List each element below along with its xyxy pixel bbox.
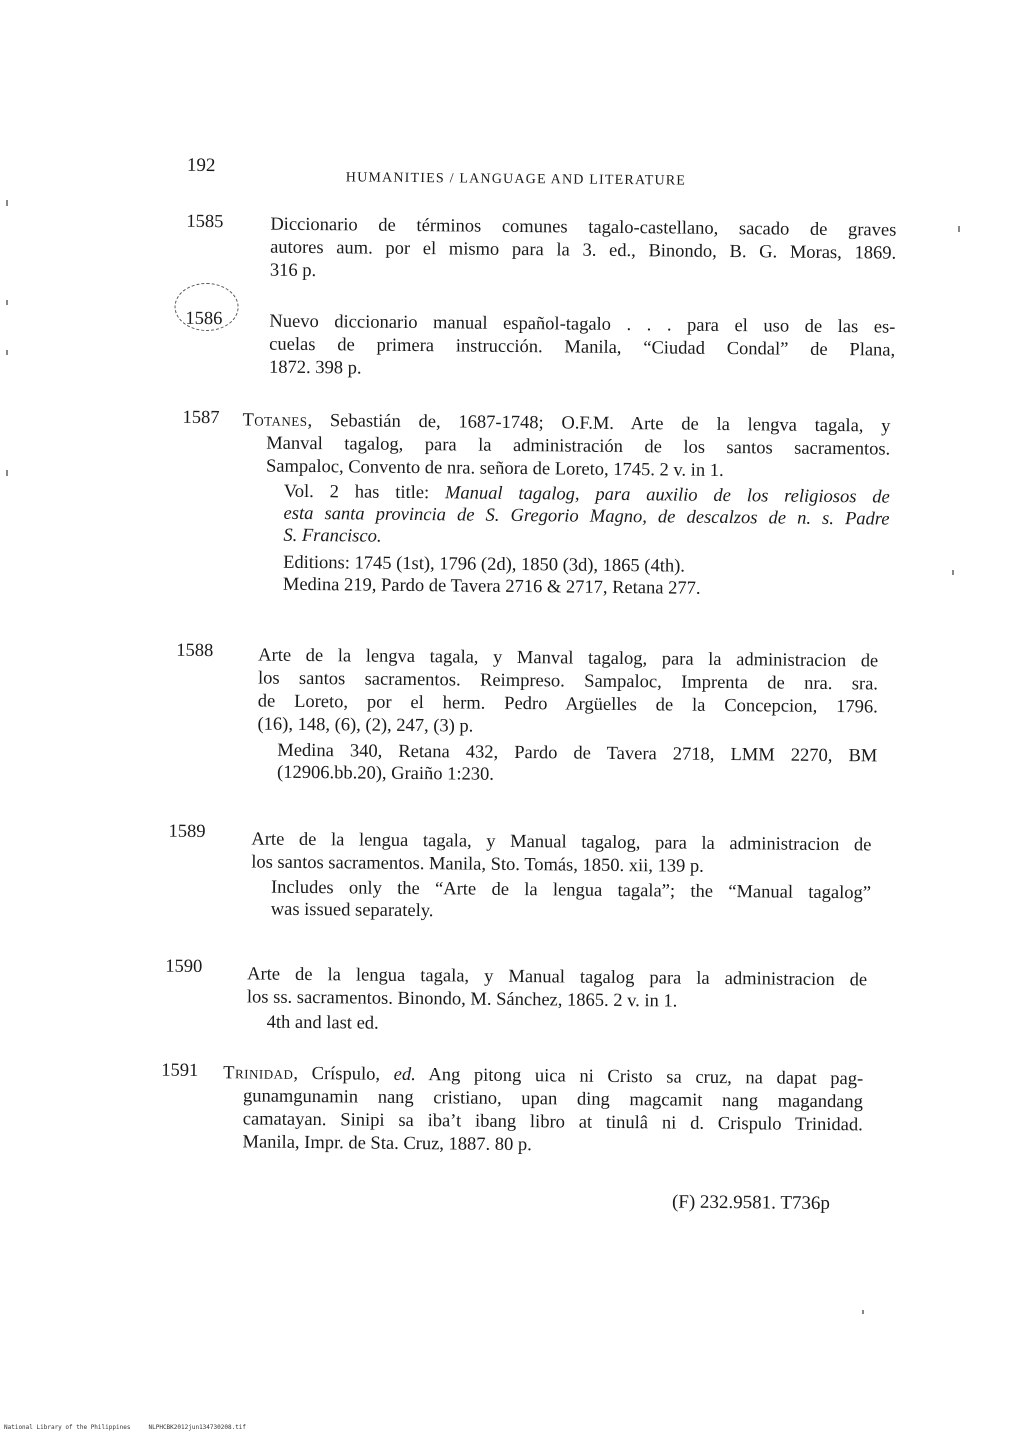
- note-line: 4th and last ed.: [266, 1012, 379, 1034]
- editor-mark: ed.: [393, 1064, 416, 1086]
- note-line: Includes only the “Arte de la lengua tagala”; the “Manual tagalog”: [270, 877, 872, 904]
- entry-line: de Loreto, por el herm. Pedro Argüelles de la Concepcion, 1796.: [257, 691, 878, 718]
- note-title: esta santa provincia de S. Gregorio Magno, de descalzos de n. s. Padre: [283, 503, 890, 530]
- entry-number: 1585: [186, 211, 224, 233]
- entry-line: Ang pitong uica ni Cristo sa cruz, na dapat pag-: [415, 1065, 864, 1090]
- entry-number: 1586: [185, 308, 223, 330]
- note-line: Medina 219, Pardo de Tavera 2716 & 2717, Retana 277.: [282, 574, 701, 599]
- entry-number: 1590: [165, 956, 203, 977]
- note-line: was issued separately.: [270, 899, 434, 922]
- entry-line: Diccionario de términos comunes tagalo-castellano, sacado de graves: [270, 214, 897, 241]
- entry-line: Sampaloc, Convento de nra. señora de Loreto, 1745. 2 v. in 1.: [265, 456, 724, 481]
- entry-line: Nuevo diccionario manual español-tagalo . . . para el uso de las es-: [269, 311, 896, 338]
- entry-line: Arte de la lengua tagala, y Manual tagalog para la administracion de: [247, 964, 868, 991]
- entry-1586: [185, 308, 906, 379]
- entry-1587: [182, 407, 903, 599]
- note-title: Manual tagalog, para auxilio de los religiosos de: [444, 483, 890, 508]
- author-name: Totanes: [242, 410, 308, 431]
- entry-line: , Críspulo,: [293, 1063, 394, 1085]
- entry-line: (16), 148, (6), (2), 247, (3) p.: [257, 714, 474, 737]
- page-number: 192: [186, 154, 216, 177]
- author-name: Trinidad: [223, 1063, 294, 1084]
- entry-line: , Sebastián de, 1687-1748; O.F.M. Arte de la lengva tagala, y: [307, 410, 891, 437]
- scan-mark: [6, 200, 8, 206]
- entry-number: 1589: [168, 821, 206, 843]
- entry-number: 1588: [176, 640, 214, 662]
- note-title: S. Francisco.: [283, 525, 382, 547]
- note-line: Medina 340, Retana 432, Pardo de Tavera 2718, LMM 2270, BM: [277, 740, 878, 767]
- entry-line: cuelas de primera instrucción. Manila, “Ciudad Condal” de Plana,: [269, 334, 896, 361]
- entry-1591: [161, 1060, 881, 1156]
- entry-line: los ss. sacramentos. Binondo, M. Sánchez, 1865. 2 v. in 1.: [246, 987, 678, 1012]
- entry-line: 1872. 398 p.: [268, 357, 362, 379]
- entry-line: los santos sacramentos. Manila, Sto. Tomás, 1850. xii, 139 p.: [251, 852, 704, 877]
- entry-line: Arte de la lengva tagala, y Manval tagalog, para la administracion de: [258, 645, 879, 672]
- entry-line: autores aum. por el mismo para la 3. ed., Binondo, B. G. Moras, 1869.: [270, 237, 897, 264]
- note-line: Editions: 1745 (1st), 1796 (2d), 1850 (3d), 1865 (4th).: [283, 552, 686, 577]
- entry-1589: [168, 821, 889, 922]
- entry-number: 1587: [182, 407, 220, 429]
- entry-1590: [165, 956, 885, 1034]
- scan-mark: [952, 570, 954, 575]
- scan-mark: [6, 300, 8, 305]
- scan-footer: National Library of the Philippines NLPHCBK2012jun134730208.tif: [4, 1424, 247, 1431]
- entry-number: 1591: [161, 1060, 199, 1081]
- entry-line: Arte de la lengua tagala, y Manual tagalog, para la administracion de: [251, 829, 872, 856]
- entry-line: Manila, Impr. de Sta. Cruz, 1887. 80 p.: [242, 1132, 532, 1156]
- scan-mark: [6, 350, 8, 355]
- call-number: (F) 232.9581. T736p: [671, 1191, 831, 1215]
- entry-line: gunamgunamin nang cristiano, upan ding magcamit nang magandang: [242, 1086, 864, 1113]
- running-header: HUMANITIES / LANGUAGE AND LITERATURE: [345, 170, 687, 189]
- scan-mark: [6, 470, 8, 476]
- entry-1585: [186, 211, 906, 282]
- scan-mark: [862, 1310, 864, 1314]
- entry-line: camatayan. Sinipi sa iba’t ibang libro at tinulâ ni d. Crispulo Trinidad.: [242, 1109, 863, 1136]
- entry-1588: [176, 640, 896, 785]
- entry-line: 316 p.: [269, 260, 317, 282]
- entry-line: Manval tagalog, para la administración de los santos sacramentos.: [266, 433, 891, 460]
- entry-line: los santos sacramentos. Reimpreso. Sampaloc, Imprenta de nra. sra.: [257, 668, 879, 695]
- scan-mark: [958, 226, 960, 232]
- note-line: (12906.bb.20), Graiño 1:230.: [277, 762, 495, 785]
- note-lead: Vol. 2 has title:: [283, 481, 446, 504]
